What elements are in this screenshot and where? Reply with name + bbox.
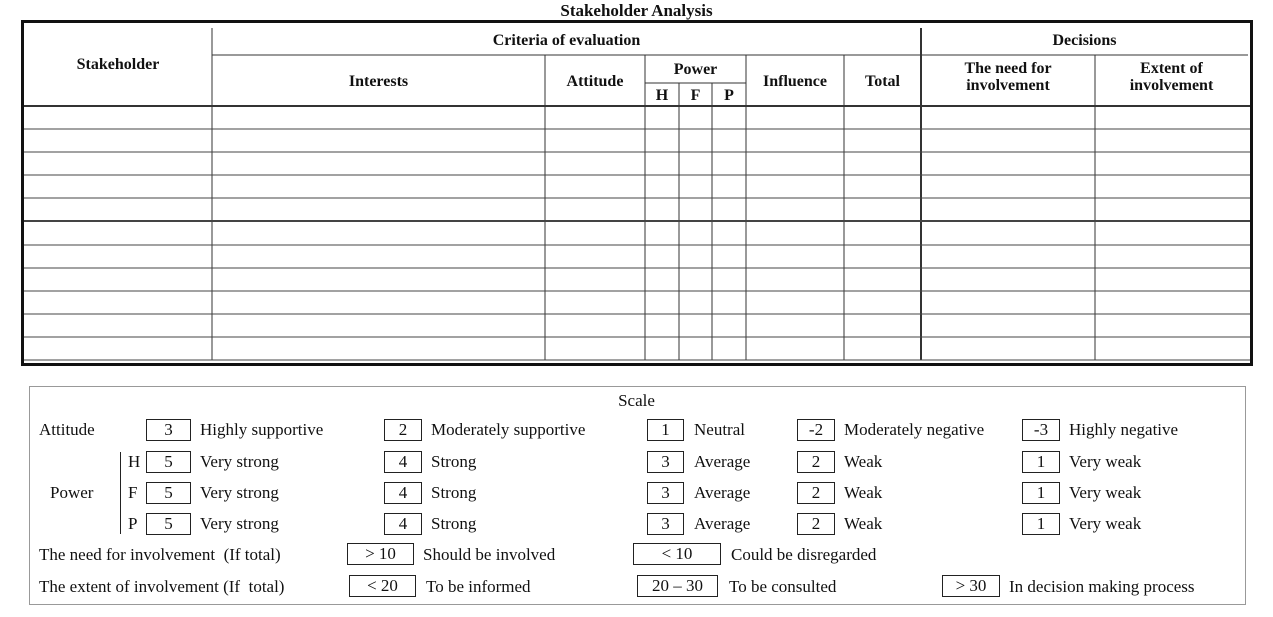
power-key: P <box>128 514 138 533</box>
power-text: Very strong <box>200 452 279 471</box>
header-total: Total <box>865 73 900 90</box>
header-extent-involvement: Extent of involvement <box>1129 60 1214 94</box>
header-power-f: F <box>690 87 701 104</box>
attitude-text: Neutral <box>694 420 745 439</box>
header-stakeholder: Stakeholder <box>76 56 160 73</box>
power-text: Weak <box>844 514 883 533</box>
attitude-text: Highly supportive <box>200 420 324 439</box>
need-threshold-text: Could be disregarded <box>731 545 877 564</box>
extent-threshold-text: To be consulted <box>729 577 837 596</box>
extent-threshold-text: To be informed <box>426 577 531 596</box>
power-bracket <box>120 452 121 534</box>
header-attitude: Attitude <box>566 73 624 90</box>
power-text: Weak <box>844 452 883 471</box>
power-value-box: 4 <box>384 513 422 535</box>
power-value-box: 1 <box>1022 451 1060 473</box>
attitude-text: Moderately negative <box>844 420 985 439</box>
power-text: Weak <box>844 483 883 502</box>
attitude-value-box: -3 <box>1022 419 1060 441</box>
attitude-text: Highly negative <box>1069 420 1179 439</box>
power-value-box: 4 <box>384 451 422 473</box>
power-text: Strong <box>431 452 477 471</box>
power-text: Very weak <box>1069 514 1142 533</box>
power-value-box: 1 <box>1022 513 1060 535</box>
power-value-box: 5 <box>146 451 191 473</box>
attitude-value-box: 2 <box>384 419 422 441</box>
extent-threshold-box: < 20 <box>349 575 416 597</box>
power-value-box: 2 <box>797 482 835 504</box>
document-title: Stakeholder Analysis <box>560 1 713 20</box>
power-value-box: 1 <box>1022 482 1060 504</box>
attitude-value-box: 1 <box>647 419 684 441</box>
extent-threshold-box: 20 – 30 <box>637 575 718 597</box>
power-text: Very weak <box>1069 452 1142 471</box>
header-power-p: P <box>724 87 734 104</box>
header-decisions: Decisions <box>1052 32 1117 49</box>
power-text: Average <box>694 514 751 533</box>
power-text: Strong <box>431 483 477 502</box>
power-value-box: 5 <box>146 513 191 535</box>
power-text: Very strong <box>200 483 279 502</box>
power-value-box: 4 <box>384 482 422 504</box>
power-value-box: 2 <box>797 451 835 473</box>
attitude-text: Moderately supportive <box>431 420 586 439</box>
extent-involvement-label: The extent of involvement (If total) <box>39 577 285 596</box>
scale-title: Scale <box>618 391 655 410</box>
header-influence: Influence <box>763 73 827 90</box>
header-power: Power <box>673 61 718 78</box>
need-threshold-text: Should be involved <box>423 545 556 564</box>
power-key: H <box>128 452 141 471</box>
power-text: Average <box>694 452 751 471</box>
power-label: Power <box>50 483 94 502</box>
power-value-box: 3 <box>647 513 684 535</box>
extent-threshold-box: > 30 <box>942 575 1000 597</box>
header-power-h: H <box>655 87 669 104</box>
need-threshold-box: > 10 <box>347 543 414 565</box>
attitude-value-box: 3 <box>146 419 191 441</box>
need-threshold-box: < 10 <box>633 543 721 565</box>
power-key: F <box>128 483 138 502</box>
header-criteria: Criteria of evaluation <box>492 32 641 49</box>
header-interests: Interests <box>348 73 409 90</box>
extent-threshold-text: In decision making process <box>1009 577 1195 596</box>
power-text: Average <box>694 483 751 502</box>
attitude-label: Attitude <box>39 420 95 439</box>
power-value-box: 3 <box>647 482 684 504</box>
header-need-involvement: The need for involvement <box>964 60 1052 94</box>
power-value-box: 2 <box>797 513 835 535</box>
attitude-value-box: -2 <box>797 419 835 441</box>
power-value-box: 3 <box>647 451 684 473</box>
need-involvement-label: The need for involvement (If total) <box>39 545 281 564</box>
power-text: Strong <box>431 514 477 533</box>
power-text: Very weak <box>1069 483 1142 502</box>
power-text: Very strong <box>200 514 279 533</box>
power-value-box: 5 <box>146 482 191 504</box>
